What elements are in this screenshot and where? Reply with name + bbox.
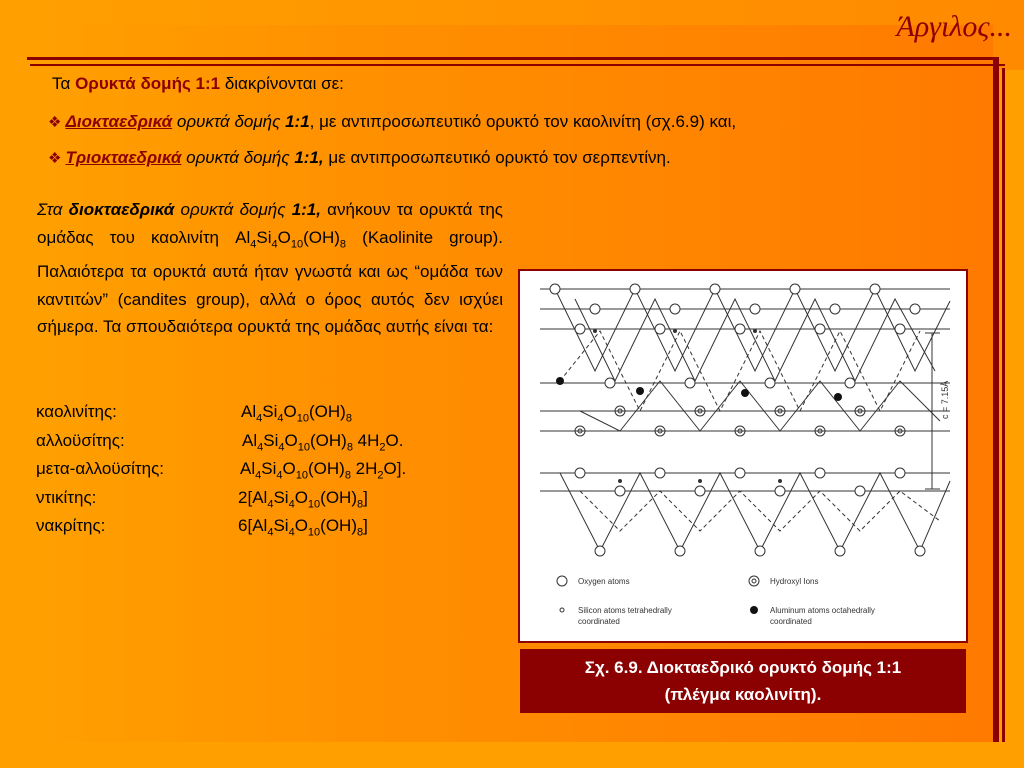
caption-line-2: (πλέγμα καολινίτη). [664, 685, 822, 704]
bullet-rest: με αντιπροσωπευτικό ορυκτό τον σερπεντίνη. [323, 148, 671, 167]
mineral-row [36, 431, 516, 460]
legend-aluminum-2: coordinated [770, 617, 812, 626]
top-divider-thin [30, 64, 1005, 66]
diamond-bullet-icon: ❖ [48, 114, 62, 131]
slide-title: Άργιλος... [896, 10, 1012, 43]
legend-aluminum-1: Aluminum atoms octahedrally [770, 606, 875, 615]
kaolinite-paragraph [37, 196, 503, 341]
bullet-bold: 1:1, [294, 148, 324, 167]
diamond-bullet-icon: ❖ [48, 150, 62, 167]
intro-highlight: Ορυκτά δομής 1:1 [75, 74, 221, 93]
mineral-name: καολινίτης: [36, 402, 117, 421]
intro-suffix: διακρίνονται σε: [220, 74, 344, 93]
right-border-thin [1002, 68, 1005, 742]
para-text: ορυκτά δομής [174, 200, 292, 219]
mineral-name: μετα-αλλοϋσίτης: [36, 459, 165, 478]
bullet-highlight: Διοκταεδρικά [65, 112, 173, 131]
bullet-bold: 1:1 [285, 112, 310, 131]
right-border [993, 60, 999, 742]
mineral-row [36, 516, 516, 545]
figure-caption [520, 649, 966, 713]
mineral-formula: $Al_4Si_4O_{10}(OH)_8$ $4H_2O$. [242, 430, 404, 453]
mineral-row [36, 459, 516, 488]
intro-line [52, 74, 344, 94]
mineral-name: ντικίτης: [36, 487, 97, 507]
bullet-highlight: Τριοκταεδρικά [65, 148, 182, 167]
legend-oxygen: Oxygen atoms [578, 577, 630, 586]
mineral-row [36, 488, 516, 517]
bullet-italic: ορυκτά δομής [181, 148, 295, 167]
para-bold: διοκταεδρικά [68, 200, 175, 219]
bullet-trioctahedral [48, 148, 671, 168]
caption-line-1: Σχ. 6.9. Διοκταεδρικό ορυκτό δομής 1:1 [584, 658, 902, 677]
bullet-rest: , με αντιπροσωπευτικό ορυκτό τον καολινίτη (σχ.6.9) και, [309, 112, 737, 131]
para-text: ανήκουν τα ορυκτά της ομάδας του καολινίτη [37, 200, 503, 247]
legend-silicon-2: coordinated [578, 617, 620, 626]
c-dimension-label: c = 7.15Å [940, 380, 950, 419]
legend-hydroxyl: Hydroxyl Ions [770, 577, 819, 586]
para-text: Στα [37, 200, 69, 219]
bullet-italic: ορυκτά δομής [172, 112, 286, 131]
kaolinite-structure-figure [518, 269, 968, 643]
minerals-list [36, 402, 516, 545]
bullet-dioctahedral [48, 112, 736, 132]
mineral-formula: $Al_4Si_4O_{10}(OH)_8$ $2H_2O$]. [240, 459, 407, 482]
top-divider [27, 57, 999, 60]
kaolinite-formula: $Al_4Si_4O_{10}(OH)_8$ [235, 227, 347, 250]
intro-prefix: Τα [52, 74, 76, 93]
mineral-name: νακρίτης: [36, 516, 106, 535]
mineral-formula: $2[Al_4Si_4O_{10}(OH)_8]$ [238, 487, 368, 510]
mineral-name: αλλοϋσίτης: [36, 430, 125, 450]
mineral-formula: $Al_4Si_4O_{10}(OH)_8$ [241, 402, 352, 425]
para-text: (Kaolinite group). Παλαιότερα τα ορυκτά αυτά ήταν γνωστά και ως “ομάδα των καντιτών” (candites group), αλλά ο όρος αυτός δεν ισχύει σήμερα. Τα σπουδαιότερα ορυκτά της ομάδας αυτής είναι τα: [37, 227, 504, 337]
kaolinite-lattice-diagram [520, 271, 966, 641]
legend-silicon-1: Silicon atoms tetrahedrally [578, 606, 672, 615]
mineral-row [36, 402, 516, 431]
para-bold: 1:1, [291, 200, 321, 219]
mineral-formula: $6[Al_4Si_4O_{10}(OH)_8]$ [238, 516, 368, 539]
